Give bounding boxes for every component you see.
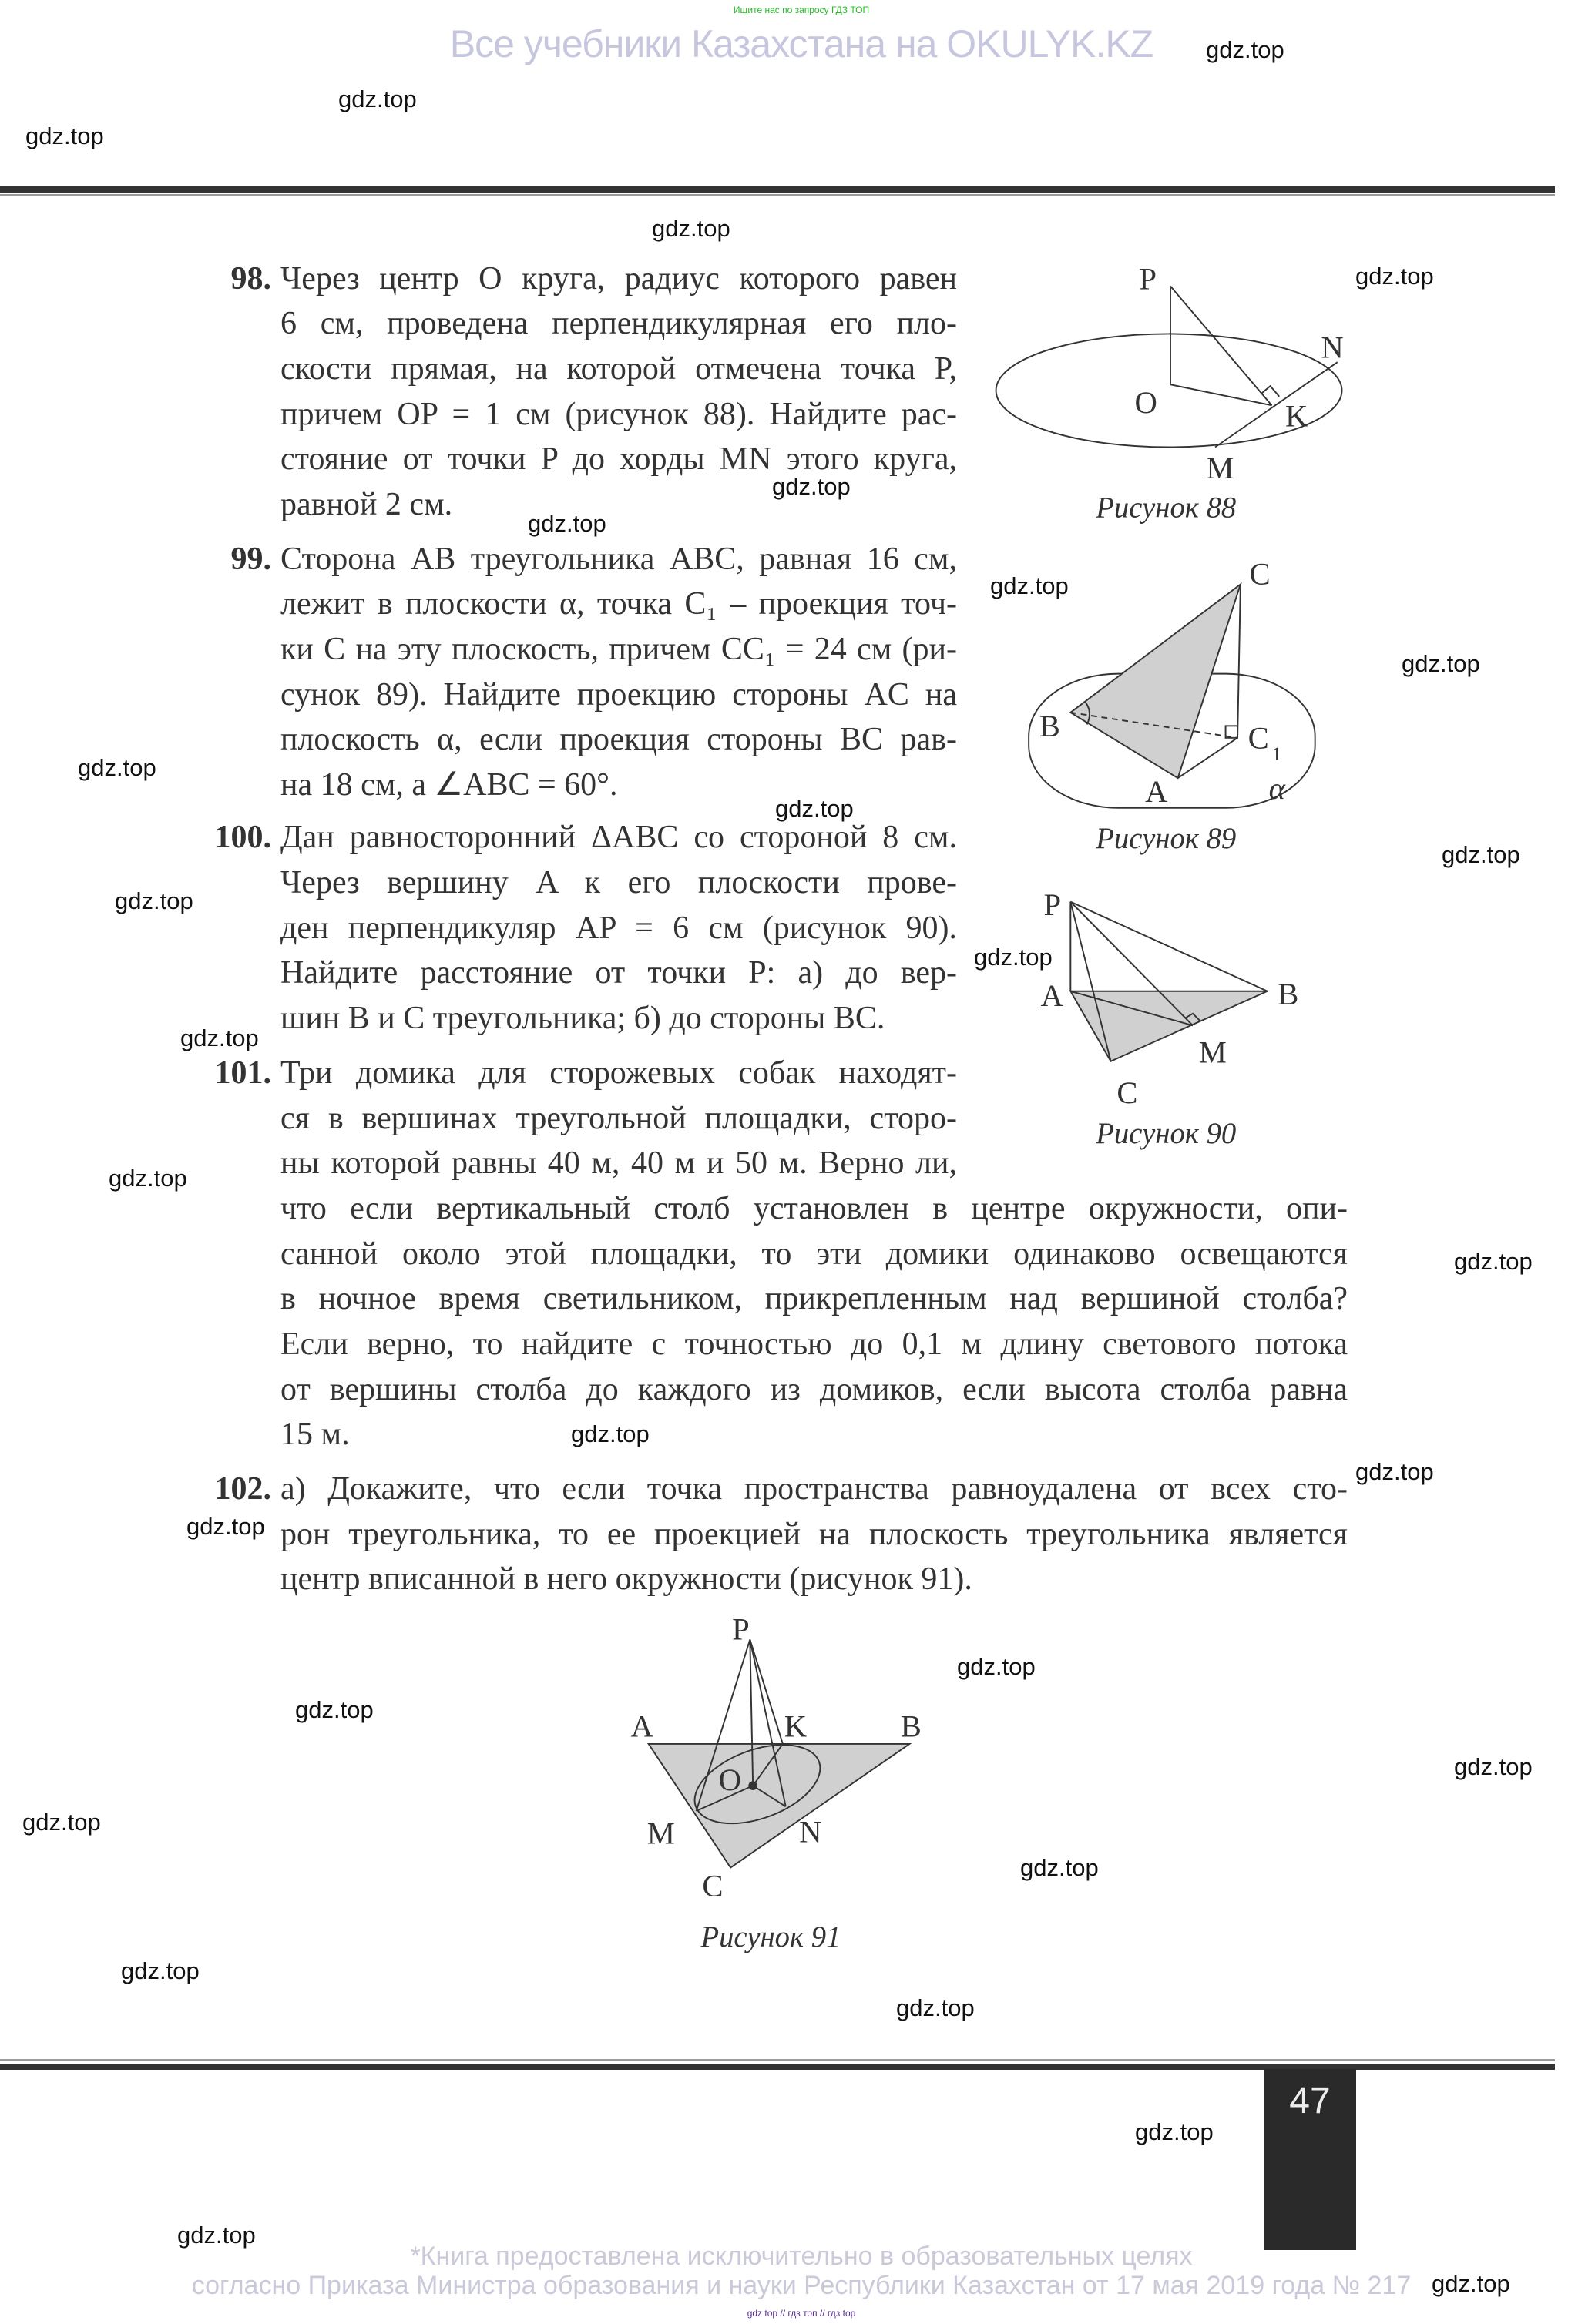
exercise-text-line: стояние от точки P до хорды MN этого круга, bbox=[280, 441, 957, 478]
label-n: N bbox=[799, 1814, 822, 1849]
watermark-gdz-top[interactable]: gdz.top bbox=[772, 473, 851, 500]
watermark-gdz-top[interactable]: gdz.top bbox=[652, 215, 730, 242]
exercise-text-line: сунок 89). Найдите проекцию стороны AC на bbox=[280, 676, 957, 713]
watermark-gdz-top[interactable]: gdz.top bbox=[974, 944, 1053, 971]
watermark-gdz-top[interactable]: gdz.top bbox=[1432, 2270, 1510, 2297]
exercise-text-line: ден перпендикуляр AP = 6 см (рисунок 90). bbox=[280, 910, 957, 946]
exercise-text-line: плоскость α, если проекция стороны BC рав- bbox=[280, 722, 957, 758]
segment-pb bbox=[1070, 902, 1267, 991]
exercise-text-line: шин B и C треугольника; б) до стороны BC. bbox=[280, 1000, 885, 1036]
triangle-abc bbox=[1070, 585, 1241, 779]
caption-fig88: Рисунок 88 bbox=[1096, 491, 1237, 525]
exercise-text-line: рон треугольника, то ее проекцией на плоскость треугольника является bbox=[280, 1516, 1348, 1552]
figure-90 bbox=[1041, 887, 1299, 1150]
watermark-gdz-top[interactable]: gdz.top bbox=[1206, 36, 1284, 63]
watermark-gdz-top[interactable]: gdz.top bbox=[957, 1653, 1036, 1680]
watermark-gdz-top[interactable]: gdz.top bbox=[1355, 263, 1434, 290]
exercise-text-line: 15 м. bbox=[280, 1417, 350, 1453]
exercise-text-line: а) Докажите, что если точка пространства равноудалена от всех сто- bbox=[280, 1471, 1348, 1507]
exercise-text-line: 6 см, проведена перпендикулярная его пло- bbox=[280, 306, 957, 342]
exercise-text-line: санной около этой площадки, то эти домики одинаково освещаются bbox=[280, 1236, 1348, 1272]
watermark-gdz-top[interactable]: gdz.top bbox=[180, 1025, 259, 1051]
label-o: O bbox=[1134, 384, 1157, 420]
watermark-gdz-top[interactable]: gdz.top bbox=[775, 795, 854, 822]
watermark-gdz-top[interactable]: gdz.top bbox=[338, 86, 417, 112]
watermark-gdz-top[interactable]: gdz.top bbox=[1020, 1854, 1099, 1881]
watermark-gdz-top[interactable]: gdz.top bbox=[177, 2222, 256, 2249]
label-m: M bbox=[1198, 1035, 1227, 1070]
figure-88 bbox=[996, 261, 1344, 524]
exercise-text-line: Через центр O круга, радиус которого равен bbox=[280, 260, 957, 297]
footer-line-2: согласно Приказа Министра образования и науки Республики Казахстан от 17 мая 2019 года № 217 bbox=[191, 2271, 1412, 2300]
exercise-text-line: что если вертикальный столб установлен в центре окружности, опи- bbox=[280, 1191, 1348, 1227]
watermark-gdz-top[interactable]: gdz.top bbox=[22, 1809, 101, 1836]
watermark-gdz-top[interactable]: gdz.top bbox=[78, 754, 156, 781]
label-b: B bbox=[1278, 977, 1299, 1012]
label-p: P bbox=[1139, 261, 1157, 297]
caption-fig89: Рисунок 89 bbox=[1096, 823, 1237, 856]
footer-line-1: *Книга предоставлена исключительно в образовательных целях bbox=[410, 2242, 1193, 2271]
watermark-gdz-top[interactable]: gdz.top bbox=[1355, 1458, 1434, 1485]
label-c: C bbox=[702, 1868, 724, 1903]
label-c: C bbox=[1116, 1075, 1138, 1110]
label-p: P bbox=[732, 1611, 750, 1647]
label-b: B bbox=[1039, 708, 1060, 743]
label-n: N bbox=[1321, 330, 1344, 365]
label-k: K bbox=[1284, 398, 1308, 434]
watermark-gdz-top[interactable]: gdz.top bbox=[121, 1957, 200, 1984]
exercise-number: 100. bbox=[214, 820, 271, 856]
watermark-gdz-top[interactable]: gdz.top bbox=[295, 1696, 374, 1723]
exercise-text-line: Через вершину A к его плоскости прове- bbox=[280, 865, 957, 901]
exercise-text-line: на 18 см, а ∠ABC = 60°. bbox=[280, 766, 618, 803]
segment-pc bbox=[1070, 902, 1110, 1061]
label-b: B bbox=[900, 1709, 922, 1744]
segment-cc1 bbox=[1237, 585, 1241, 738]
exercise-number: 101. bbox=[214, 1055, 271, 1092]
figure-91 bbox=[631, 1612, 922, 1954]
label-o: O bbox=[718, 1762, 742, 1797]
label-a: A bbox=[1040, 978, 1063, 1014]
exercise-number: 99. bbox=[230, 541, 271, 577]
watermark-gdz-top[interactable]: gdz.top bbox=[1135, 2118, 1214, 2145]
watermark-gdz-top[interactable]: gdz.top bbox=[1454, 1248, 1533, 1275]
label-p: P bbox=[1043, 887, 1062, 923]
exercise-text-line: от вершины столба до каждого из домиков, если высота столба равна bbox=[280, 1371, 1348, 1407]
caption-fig90: Рисунок 90 bbox=[1096, 1118, 1237, 1151]
watermark-gdz-top[interactable]: gdz.top bbox=[1442, 841, 1520, 868]
label-m: M bbox=[1206, 451, 1234, 486]
search-hint: Ищите нас по запросу ГДЗ ТОП bbox=[733, 5, 870, 15]
exercise-text-line: Дан равносторонний ΔABC со стороной 8 см. bbox=[280, 820, 957, 856]
brand-banner[interactable]: Все учебники Казахстана на OKULYK.KZ bbox=[449, 22, 1153, 65]
label-c1-sub: 1 bbox=[1271, 743, 1282, 765]
exercise-text-line: равной 2 см. bbox=[280, 486, 453, 522]
watermark-gdz-top[interactable]: gdz.top bbox=[896, 1994, 975, 2021]
exercise-text-line: Если верно, то найдите с точностью до 0,1 м длину светового потока bbox=[280, 1326, 1348, 1362]
right-angle-mark bbox=[1261, 386, 1279, 397]
watermark-gdz-top[interactable]: gdz.top bbox=[571, 1420, 650, 1447]
exercise-text-line: Найдите расстояние от точки P: а) до вер- bbox=[280, 955, 957, 991]
center-point bbox=[749, 1782, 757, 1789]
label-c: C bbox=[1249, 556, 1271, 592]
triangle-abc bbox=[646, 1744, 910, 1868]
watermark-gdz-top[interactable]: gdz.top bbox=[1402, 650, 1480, 677]
label-a: A bbox=[1145, 774, 1168, 810]
watermark-gdz-top[interactable]: gdz.top bbox=[1454, 1753, 1533, 1780]
exercise-text-line: Три домика для сторожевых собак находят- bbox=[280, 1055, 957, 1092]
exercise-number: 98. bbox=[230, 260, 271, 297]
figure-89 bbox=[1029, 557, 1315, 855]
exercise-text-line: центр вписанной в него окружности (рисунок 91). bbox=[280, 1561, 972, 1598]
exercise-text-line: ны которой равны 40 м, 40 м и 50 м. Верно ли, bbox=[280, 1145, 957, 1182]
exercise-text-line: в ночное время светильником, прикрепленным над вершиной столба? bbox=[280, 1281, 1348, 1317]
exercise-text-line: скости прямая, на которой отмечена точка P, bbox=[280, 351, 957, 387]
exercise-text-line: ки C на эту плоскость, причем CC₁ = 24 см (ри- bbox=[280, 631, 957, 667]
segment-pk bbox=[750, 1640, 783, 1744]
watermark-gdz-top[interactable]: gdz.top bbox=[25, 122, 104, 149]
watermark-gdz-top[interactable]: gdz.top bbox=[109, 1165, 187, 1192]
watermark-gdz-top[interactable]: gdz.top bbox=[186, 1513, 265, 1540]
label-a: A bbox=[630, 1709, 653, 1744]
label-c1: C bbox=[1247, 720, 1269, 756]
label-m: M bbox=[646, 1816, 675, 1851]
page-number: 47 bbox=[1289, 2081, 1331, 2121]
watermark-gdz-top[interactable]: gdz.top bbox=[528, 510, 606, 537]
label-k: K bbox=[784, 1709, 808, 1744]
footer-tiny-links[interactable]: gdz top // гдз топ // гдз top bbox=[747, 2308, 856, 2319]
exercise-number: 102. bbox=[214, 1471, 271, 1507]
exercise-text-line: лежит в плоскости α, точка C₁ – проекция точ- bbox=[280, 586, 957, 622]
watermark-gdz-top[interactable]: gdz.top bbox=[115, 887, 193, 914]
exercise-text-line: причем OP = 1 см (рисунок 88). Найдите рас- bbox=[280, 396, 957, 432]
label-alpha: α bbox=[1268, 771, 1286, 807]
caption-fig91: Рисунок 91 bbox=[700, 1921, 841, 1954]
bottom-rule-thin bbox=[0, 2059, 1555, 2061]
watermark-gdz-top[interactable]: gdz.top bbox=[990, 572, 1069, 599]
exercise-text-line: Сторона AB треугольника ABC, равная 16 см, bbox=[280, 541, 957, 577]
exercise-text-line: ся в вершинах треугольной площадки, сторо- bbox=[280, 1100, 957, 1136]
